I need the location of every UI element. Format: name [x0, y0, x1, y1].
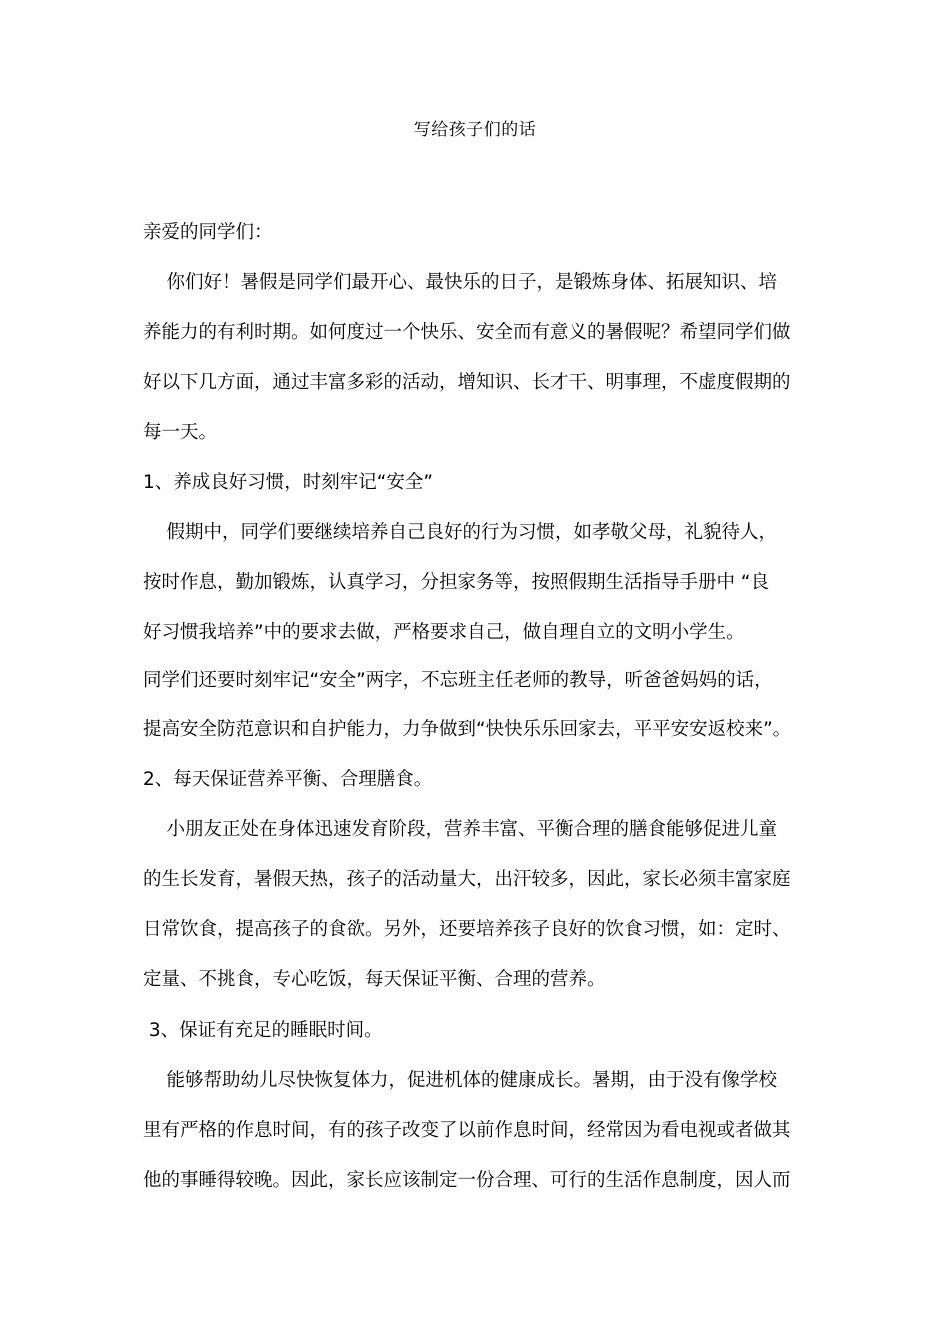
paragraph-line: 提高安全防范意识和自护能力，力争做到“快快乐乐回家去，平平安安返校来”。: [143, 719, 792, 740]
greeting: 亲爱的同学们：: [143, 222, 273, 243]
paragraph-line: 里有严格的作息时间，有的孩子改变了以前作息时间，经常因为看电视或者做其: [143, 1120, 791, 1141]
paragraph-line: 同学们还要时刻牢记“安全”两字，不忘班主任老师的教导，听爸爸妈妈的话，: [143, 670, 773, 691]
document-title: 写给孩子们的话: [413, 120, 537, 140]
paragraph-line: 假期中，同学们要继续培养自己良好的行为习惯，如孝敬父母，礼貌待人，: [143, 522, 778, 543]
paragraph-line: 好以下几方面，通过丰富多彩的活动，增知识、长才干、明事理，不虚度假期的: [143, 372, 791, 393]
paragraph-line: 按时作息，勤加锻炼，认真学习，分担家务等，按照假期生活指导手册中 “良: [143, 572, 769, 593]
section-heading-1: 1、养成良好习惯，时刻牢记“安全”: [143, 472, 433, 493]
paragraph-line: 每一天。: [143, 422, 218, 443]
paragraph-line: 好习惯我培养”中的要求去做，严格要求自己，做自理自立的文明小学生。: [143, 622, 745, 643]
paragraph-line: 的生长发育，暑假天热，孩子的活动量大，出汗较多，因此，家长必须丰富家庭: [143, 869, 791, 890]
section-heading-2: 2、每天保证营养平衡、合理膳食。: [143, 769, 433, 790]
paragraph-line: 定量、不挑食，专心吃饭，每天保证平衡、合理的营养。: [143, 969, 606, 990]
paragraph-line: 日常饮食，提高孩子的食欲。另外，还要培养孩子良好的饮食习惯，如：定时、: [143, 919, 791, 940]
paragraph-line: 能够帮助幼儿尽快恢复体力，促进机体的健康成长。暑期，由于没有像学校: [143, 1070, 778, 1091]
section-heading-3: 3、保证有充足的睡眠时间。: [143, 1020, 383, 1041]
paragraph-line: 他的事睡得较晚。因此，家长应该制定一份合理、可行的生活作息制度，因人而: [143, 1170, 791, 1191]
paragraph-line: 你们好！暑假是同学们最开心、最快乐的日子，是锻炼身体、拓展知识、培: [143, 272, 778, 293]
paragraph-line: 小朋友正处在身体迅速发育阶段，营养丰富、平衡合理的膳食能够促进儿童: [143, 819, 778, 840]
paragraph-line: 养能力的有利时期。如何度过一个快乐、安全而有意义的暑假呢？希望同学们做: [143, 322, 791, 343]
